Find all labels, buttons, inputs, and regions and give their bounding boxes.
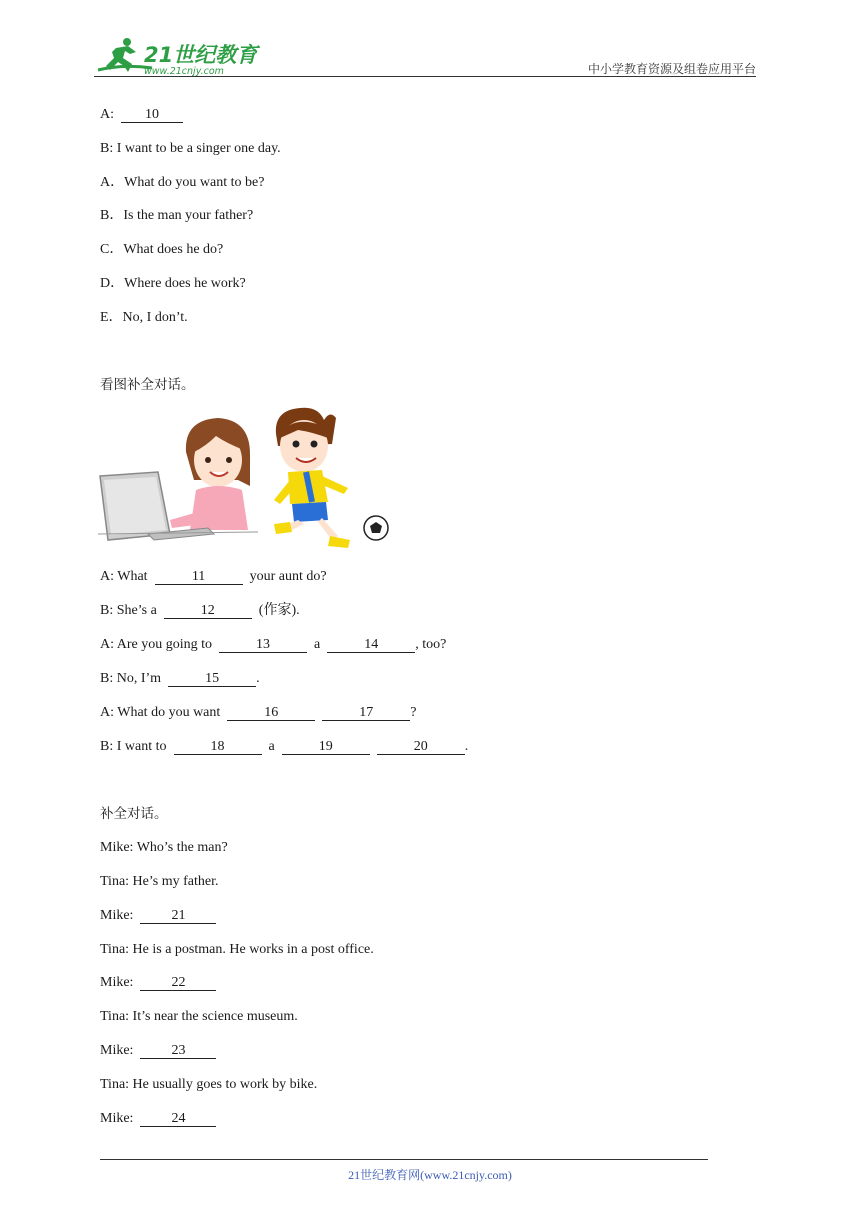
answer-blank-18[interactable]: 18: [174, 739, 262, 755]
header-platform-text: 中小学教育资源及组卷应用平台: [587, 62, 756, 76]
dialog-line-12: B: She’s a 12 (作家).: [100, 603, 300, 618]
site-logo: [94, 36, 264, 78]
answer-blank-10[interactable]: 10: [121, 107, 183, 123]
answer-blank-15[interactable]: 15: [168, 671, 256, 687]
dialog-line-a10: A: 10: [100, 106, 183, 124]
option-e: E．No, I don’t.: [100, 310, 188, 325]
answer-blank-21[interactable]: 21: [140, 908, 216, 924]
dialog-line-13-14: A: Are you going to 13 a 14 , too?: [100, 637, 447, 652]
answer-blank-11[interactable]: 11: [155, 569, 243, 585]
answer-blank-20[interactable]: 20: [377, 739, 465, 755]
answer-blank-12[interactable]: 12: [164, 603, 252, 619]
boy-playing-football-image: [274, 408, 388, 548]
illustration: [98, 404, 398, 554]
header-divider: [94, 76, 756, 77]
option-c: C．What does he do?: [100, 242, 224, 257]
dialog-tina-museum: Tina: It’s near the science museum.: [100, 1009, 298, 1024]
dialog-tina-postman: Tina: He is a postman. He works in a post office.: [100, 942, 374, 957]
logo-text: 21世纪教育: [144, 43, 258, 67]
footer-divider: [100, 1159, 708, 1160]
option-a: A．What do you want to be?: [100, 175, 265, 190]
dialog-line-11: A: What 11 your aunt do?: [100, 569, 327, 584]
dialog-line-21: Mike: 21: [100, 907, 216, 925]
footer-link[interactable]: 21世纪教育网(www.21cnjy.com): [348, 1168, 512, 1182]
dialog-line-24: Mike: 24: [100, 1110, 216, 1128]
answer-blank-22[interactable]: 22: [140, 975, 216, 991]
answer-blank-23[interactable]: 23: [140, 1043, 216, 1059]
dialog-line-18-20: B: I want to 18 a 19 20 .: [100, 739, 469, 754]
answer-blank-13[interactable]: 13: [219, 637, 307, 653]
answer-blank-14[interactable]: 14: [327, 637, 415, 653]
dialog-tina-bike: Tina: He usually goes to work by bike.: [100, 1077, 318, 1092]
dialog-line-16-17: A: What do you want 16 17 ?: [100, 705, 417, 720]
answer-blank-17[interactable]: 17: [322, 705, 410, 721]
dialog-tina-father: Tina: He’s my father.: [100, 874, 219, 889]
option-b: B．Is the man your father?: [100, 208, 254, 223]
dialog-line-23: Mike: 23: [100, 1042, 216, 1060]
woman-at-laptop-image: [98, 418, 258, 540]
section2-instruction: 看图补全对话。: [100, 377, 195, 393]
logo-url: www.21cnjy.com: [144, 66, 224, 77]
answer-blank-19[interactable]: 19: [282, 739, 370, 755]
dialog-line-b-singer: B: I want to be a singer one day.: [100, 141, 281, 156]
option-d: D．Where does he work?: [100, 276, 246, 291]
dialog-line-15: B: No, I’m 15 .: [100, 671, 260, 686]
dialog-mike-who: Mike: Who’s the man?: [100, 840, 228, 855]
section3-instruction: 补全对话。: [100, 806, 168, 822]
answer-blank-16[interactable]: 16: [227, 705, 315, 721]
answer-blank-24[interactable]: 24: [140, 1111, 216, 1127]
dialog-line-22: Mike: 22: [100, 974, 216, 992]
